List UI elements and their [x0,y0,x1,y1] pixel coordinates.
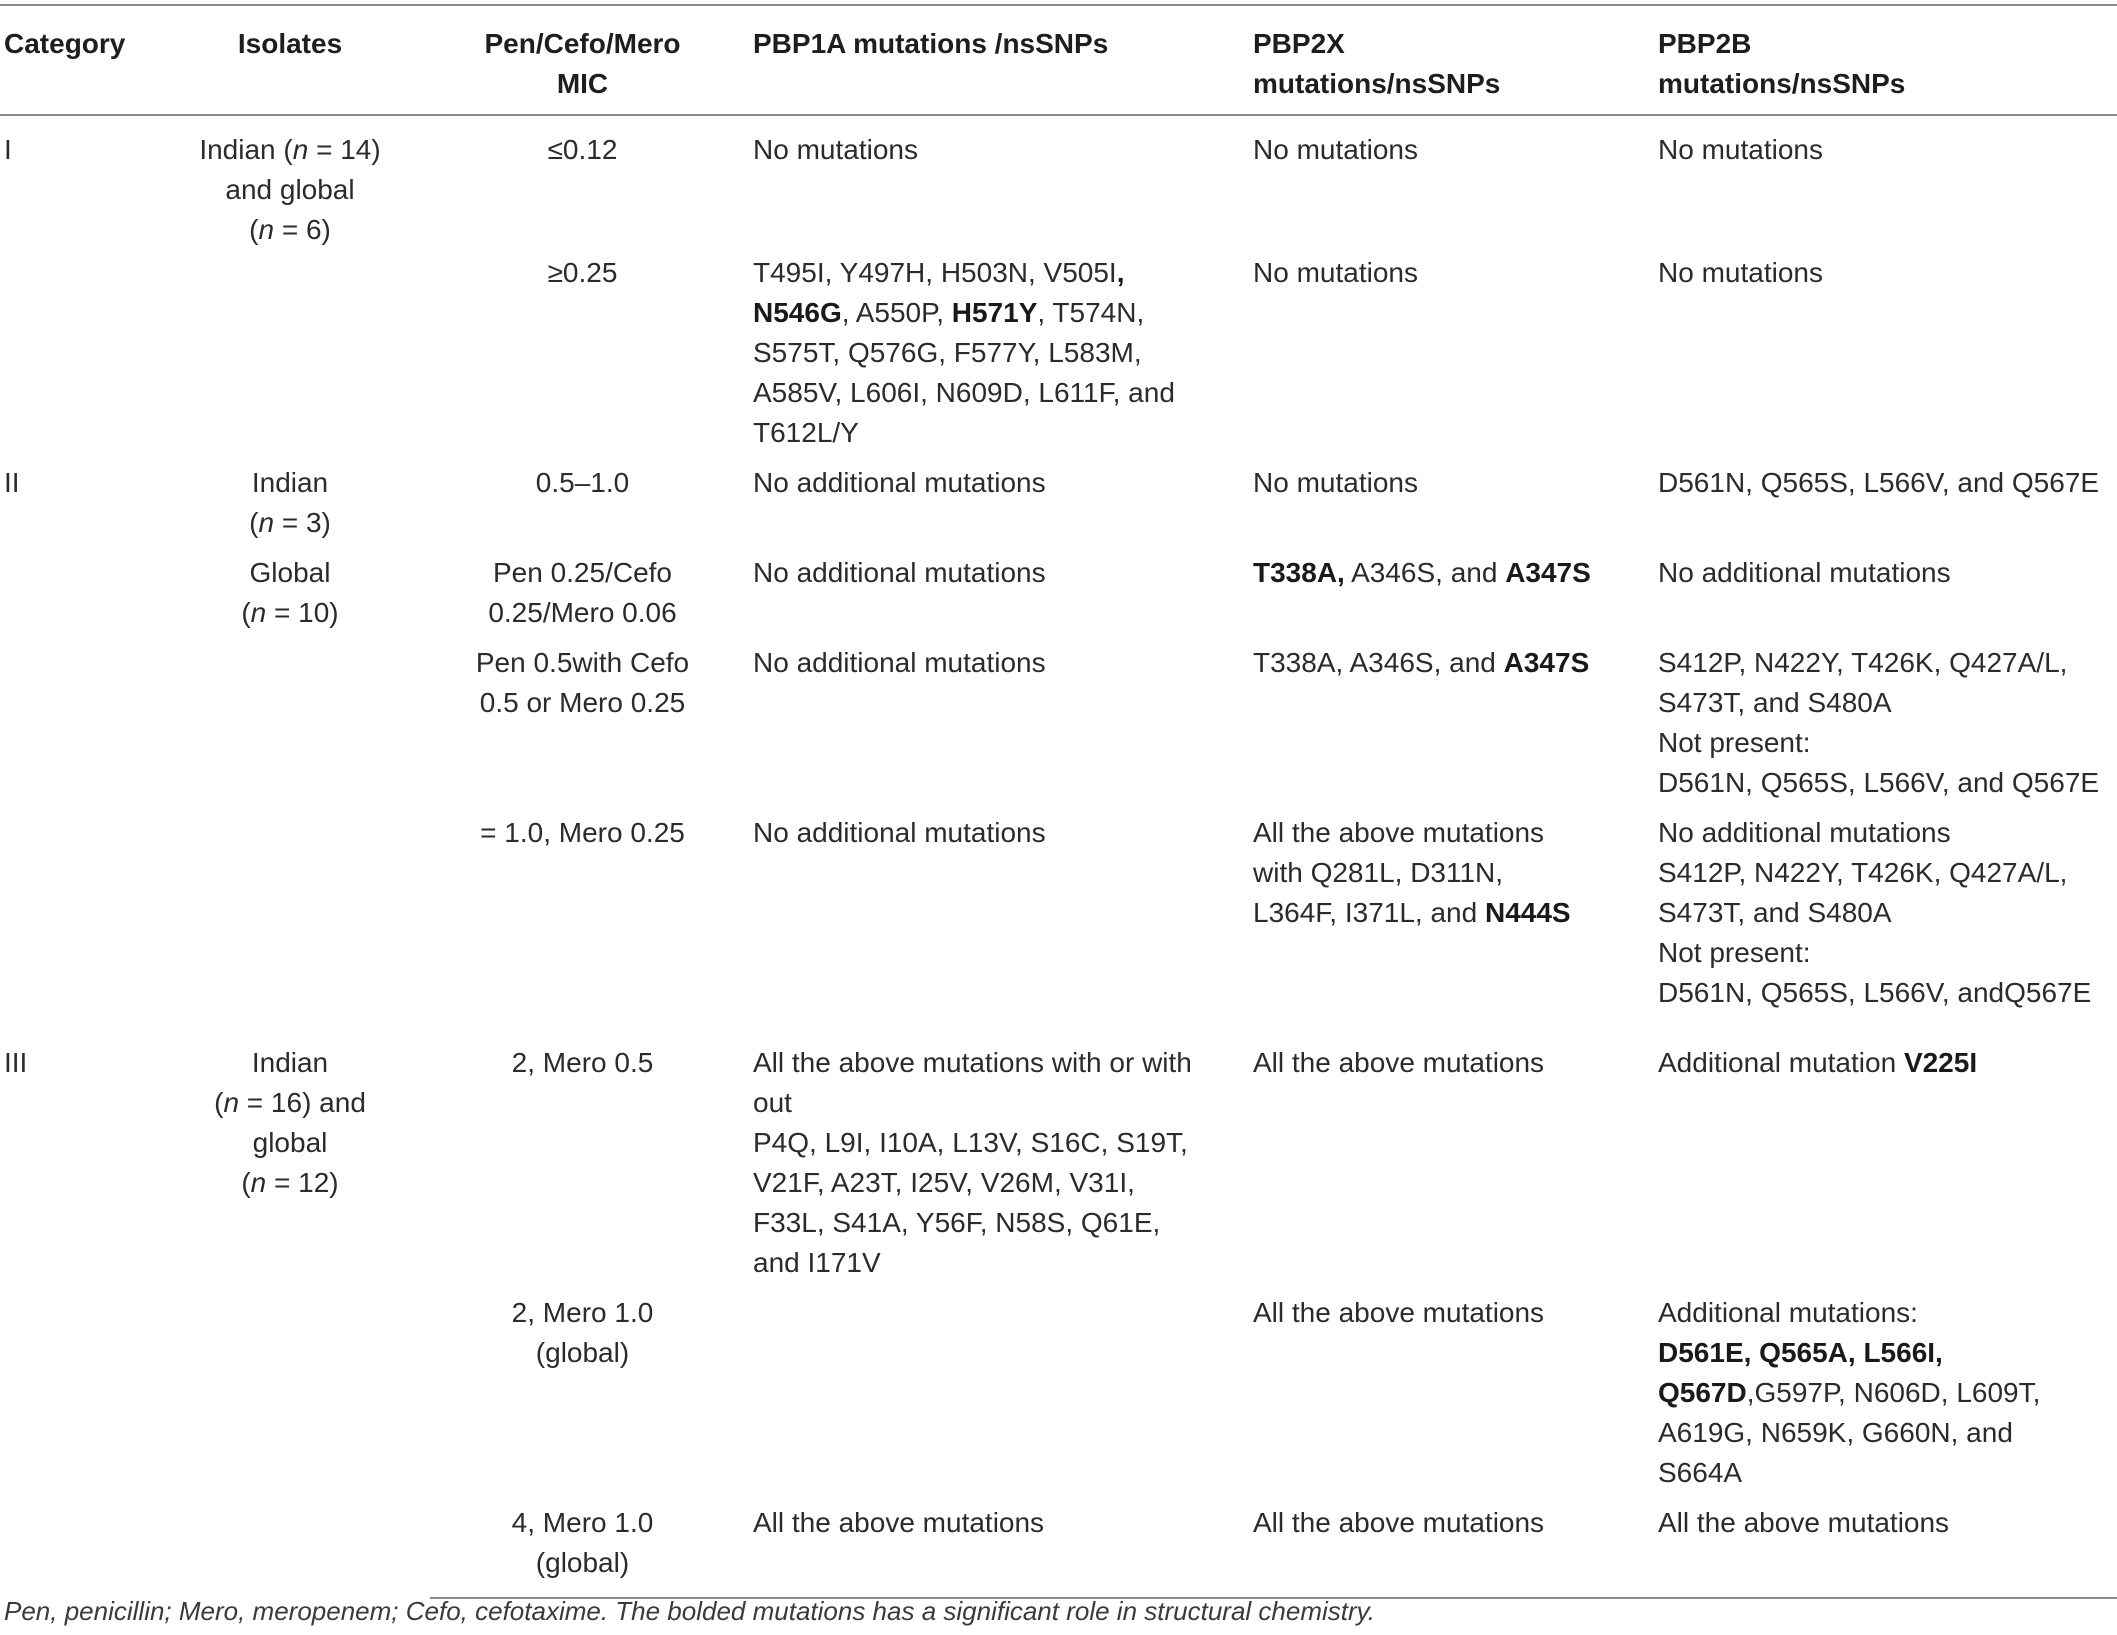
mic-cell: 2, Mero 1.0 (global) [511,1297,654,1368]
header-isolates: Isolates [150,5,430,115]
pbp1a-cell: No additional mutations [753,467,1046,498]
pbp1a-cell: All the above mutations [735,1497,1235,1598]
header-pbp1a: PBP1A mutations /nsSNPs [735,5,1235,115]
isolates-cell: Global (n = 10) [241,557,339,628]
pbp2x-cell: T338A, A346S, and A347S [1253,557,1591,588]
pbp2b-cell: S412P, N422Y, T426K, Q427A/L, S473T, and S480A Not present: D561N, Q565S, L566V, and Q567E [1658,647,2100,798]
mic-cell: ≥0.25 [547,257,618,288]
mic-cell: 4, Mero 1.0 (global) [430,1497,735,1598]
pbp2x-cell: All the above mutations [1253,1047,1545,1078]
pbp2b-cell: Additional mutation V225I [1658,1047,1978,1078]
category-cell: I [4,134,12,165]
table-row [0,1037,2117,1287]
isolates-cell: Indian (n = 16) and global (n = 12) [214,1047,366,1198]
category-cell: III [4,1047,28,1078]
isolates-cell: Indian (n = 3) [249,467,331,538]
pbp2b-cell: No additional mutations S412P, N422Y, T426K, Q427A/L, S473T, and S480A Not present: D561N, Q565S, L566V, andQ567E [1658,817,2092,1008]
mutation-table [0,4,2117,1599]
pbp2b-cell: Additional mutations: D561E, Q565A, L566I, Q567D,G597P, N606D, L609T, A619G, N659K, G660N, and S664A [1658,1297,2041,1488]
pbp2x-cell: No mutations [1253,257,1418,288]
pbp1a-cell: T495I, Y497H, H503N, V505I, N546G, A550P, H571Y, T574N, S575T, Q576G, F577Y, L583M, A585V, L606I, N609D, L611F, and T612L/Y [753,257,1175,448]
mic-cell: Pen 0.25/Cefo 0.25/Mero 0.06 [488,557,677,628]
pbp1a-cell [735,1287,1235,1497]
header-pbp2b: PBP2B mutations/nsSNPs [1640,5,2117,115]
pbp2x-cell: All the above mutations [1235,1497,1640,1598]
mic-cell: Pen 0.5with Cefo 0.5 or Mero 0.25 [475,647,690,718]
mic-cell: = 1.0, Mero 0.25 [480,817,685,848]
pbp2b-cell: No additional mutations [1658,557,1951,588]
pbp2b-cell: No mutations [1658,257,1823,288]
pbp1a-cell: No additional mutations [753,557,1046,588]
isolates-cell: Indian (n = 14) and global (n = 6) [199,134,381,245]
pbp1a-cell: No additional mutations [753,647,1046,678]
header-mic: Pen/Cefo/Mero MIC [430,5,735,115]
table-row [0,115,2117,247]
mic-cell: 0.5–1.0 [535,467,630,498]
category-cell: II [4,467,20,498]
table-row [0,457,2117,547]
pbp2x-cell: All the above mutations [1253,1297,1545,1328]
mic-cell: 2, Mero 0.5 [511,1047,654,1078]
header-pbp2x: PBP2X mutations/nsSNPs [1235,5,1640,115]
pbp1a-cell: No additional mutations [753,817,1046,848]
pbp2x-cell: No mutations [1253,467,1418,498]
pbp1a-cell: All the above mutations with or with out P4Q, L9I, I10A, L13V, S16C, S19T, V21F, A23T, I25V, V26M, V31I, F33L, S41A, Y56F, N58S, Q61E, and I171V [753,1047,1192,1278]
header-row [0,5,2117,115]
header-category: Category [0,5,150,115]
table-row [0,547,2117,637]
pbp2x-cell: All the above mutations with Q281L, D311N, L364F, I371L, and N444S [1253,817,1571,928]
pbp2b-cell: D561N, Q565S, L566V, and Q567E [1658,467,2100,498]
pbp2b-cell: No mutations [1658,134,1823,165]
table-footnote: Pen, penicillin; Mero, meropenem; Cefo, cefotaxime. The bolded mutations has a significant role in structural chemistry. [4,1596,1375,1626]
pbp2x-cell: No mutations [1253,134,1418,165]
mic-cell: ≤0.12 [547,134,618,165]
pbp2b-cell: All the above mutations [1640,1497,2117,1598]
pbp2x-cell: T338A, A346S, and A347S [1253,647,1590,678]
pbp1a-cell: No mutations [753,134,918,165]
